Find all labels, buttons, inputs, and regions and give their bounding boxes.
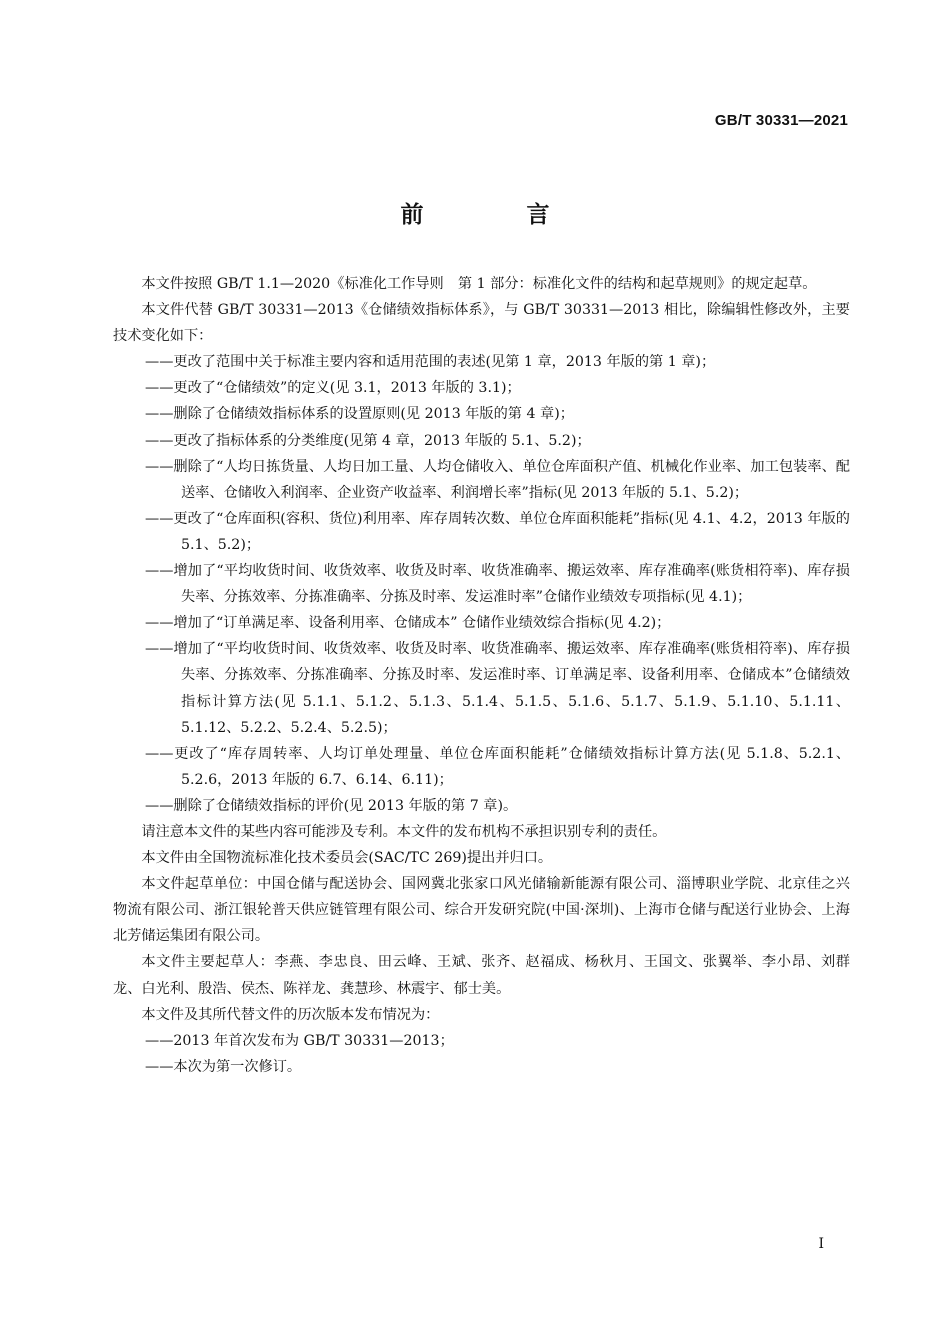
list-item: ——更改了“库存周转率、人均订单处理量、单位仓库面积能耗”仓储绩效指标计算方法(见 5.1.8、5.2.1、5.2.6，2013 年版的 6.7、6.14、6.11)； — [145, 745, 850, 788]
page-number: I — [818, 1236, 824, 1252]
paragraph: 本文件由全国物流标准化技术委员会(SAC/TC 269)提出并归口。 — [141, 850, 553, 867]
list-item: ——删除了仓储绩效指标的评价(见 2013 年版的第 7 章)。 — [145, 797, 518, 814]
paragraph: 本文件代替 GB/T 30331—2013《仓储绩效指标体系》，与 GB/T 30331—2013 相比，除编辑性修改外，主要技术变化如下： — [113, 302, 850, 345]
list-item: ——更改了指标体系的分类维度(见第 4 章，2013 年版的 5.1、5.2)； — [145, 432, 591, 449]
document-body — [113, 271, 850, 1080]
paragraph: 本文件起草单位：中国仓储与配送协会、国网冀北张家口风光储输新能源有限公司、淄博职业学院、北京佳之兴物流有限公司、浙江银轮普天供应链管理有限公司、综合开发研究院(中国·深圳)、上海市仓储与配送行业协会、上海北芳储运集团有限公司。 — [113, 876, 850, 945]
paragraph: 本文件及其所代替文件的历次版本发布情况为： — [141, 1006, 440, 1023]
list-item: ——更改了“仓储绩效”的定义(见 3.1，2013 年版的 3.1)； — [145, 380, 521, 397]
list-item: ——增加了“订单满足率、设备利用率、仓储成本” 仓储作业绩效综合指标(见 4.2)； — [145, 615, 671, 632]
paragraph: 本文件主要起草人：李燕、李忠良、田云峰、王斌、张齐、赵福成、杨秋月、王国文、张翼举、李小昂、刘群龙、白光利、殷浩、侯杰、陈祥龙、龚慧珍、林震宇、郁士美。 — [113, 954, 850, 997]
list-item: ——更改了“仓库面积(容积、货位)利用率、库存周转次数、单位仓库面积能耗”指标(见 4.1、4.2，2013 年版的 5.1、5.2)； — [145, 510, 850, 553]
paragraph: 请注意本文件的某些内容可能涉及专利。本文件的发布机构不承担识别专利的责任。 — [141, 823, 667, 840]
standard-code: GB/T 30331—2021 — [714, 112, 848, 129]
list-item: ——增加了“平均收货时间、收货效率、收货及时率、收货准确率、搬运效率、库存准确率(账货相符率)、库存损失率、分拣效率、分拣准确率、分拣及时率、发运准时率、订单满足率、设备利用率、仓储成本”仓储绩效指标计算方法(见 5.1.1、5.1.2、5.1.3、5.1.4、5.1.5、5.1.6、5.1.7、5.1.9、5.1.10、5.1.11、5.1.12、5.2.2、5.2.4、5.2.5)； — [145, 641, 850, 736]
page-title: 前 言 — [400, 202, 590, 228]
list-item: ——增加了“平均收货时间、收货效率、收货及时率、收货准确率、搬运效率、库存准确率(账货相符率)、库存损失率、分拣效率、分拣准确率、分拣及时率、发运准时率”仓储作业绩效专项指标(见 4.1)； — [145, 563, 850, 606]
paragraph: 本文件按照 GB/T 1.1—2020《标准化工作导则 第 1 部分：标准化文件的结构和起草规则》的规定起草。 — [141, 276, 817, 292]
list-item: ——2013 年首次发布为 GB/T 30331—2013； — [145, 1032, 454, 1049]
list-item: ——本次为第一次修订。 — [145, 1058, 302, 1075]
list-item: ——删除了仓储绩效指标体系的设置原则(见 2013 年版的第 4 章)； — [145, 406, 574, 423]
list-item: ——更改了范围中关于标准主要内容和适用范围的表述(见第 1 章，2013 年版的第 1 章)； — [145, 354, 716, 371]
list-item: ——删除了“人均日拣货量、人均日加工量、人均仓储收入、单位仓库面积产值、机械化作业率、加工包装率、配送率、仓储收入利润率、企业资产收益率、利润增长率”指标(见 2013 年版的 5.1、5.2)； — [145, 458, 850, 501]
